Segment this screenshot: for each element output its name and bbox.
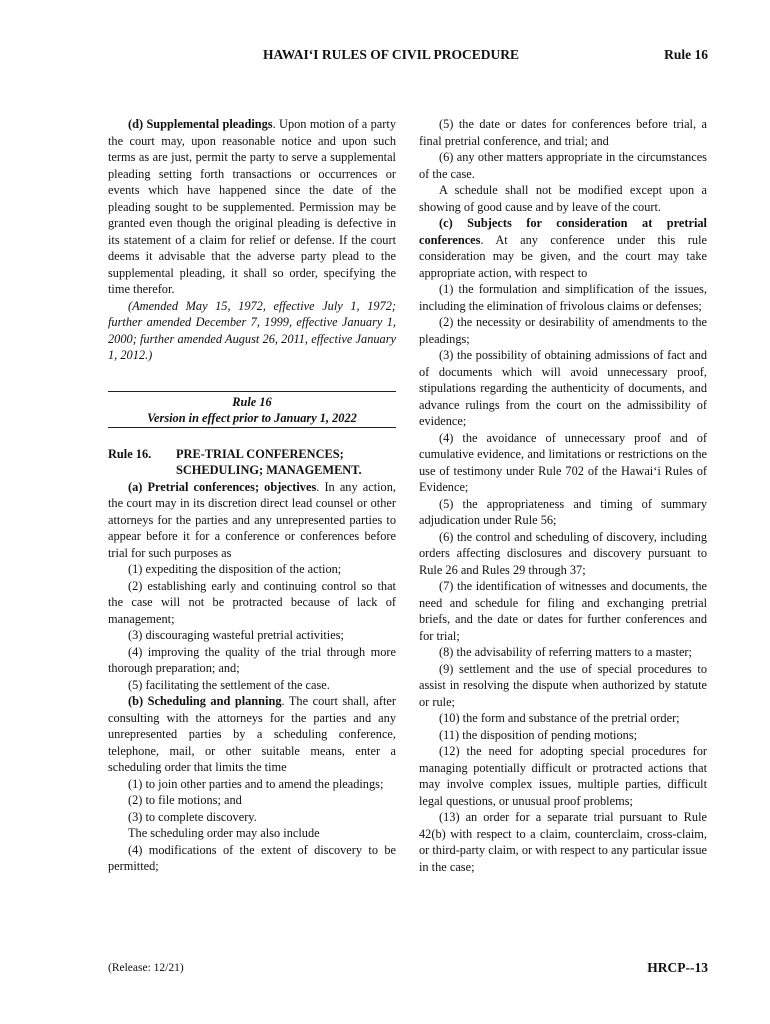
subsection-d	[108, 116, 396, 298]
list-item: (1) the formulation and simplification of the issues, including the elimination of frivolous claims or defenses;	[419, 282, 707, 313]
version-box-title: Rule 16	[232, 394, 272, 409]
list-item: (3) discouraging wasteful pretrial activities;	[128, 628, 344, 642]
subsection-d-heading: (d) Supplemental pleadings	[128, 117, 273, 131]
list-item: (4) modifications of the extent of discovery to be permitted;	[108, 842, 396, 873]
subsection-c	[419, 215, 707, 281]
page-number: HRCP--13	[647, 960, 708, 975]
amendment-history: (Amended May 15, 1972, effective July 1, 1972; further amended December 7, 1999, effective January 1, 2000; further amended August 26, 2011, effective January 1, 2012.)	[108, 298, 396, 362]
release-note: (Release: 12/21)	[108, 962, 184, 974]
list-item: (13) an order for a separate trial pursuant to Rule 42(b) with respect to a claim, counterclaim, cross-claim, or third-party claim, or with respect to any particular issue in the case;	[419, 810, 707, 874]
list-item: (1) to join other parties and to amend the pleadings;	[128, 776, 384, 791]
list-item: (4) the avoidance of unnecessary proof and of cumulative evidence, and limitations or restrictions on the use of testimony under Rule 702 of the Hawai‘i Rules of Evidence;	[419, 430, 707, 494]
paragraph: A schedule shall not be modified except upon a showing of good cause and by leave of the court.	[419, 183, 707, 214]
rule-heading-number: Rule 16.	[108, 446, 152, 461]
list-item: (10) the form and substance of the pretrial order;	[439, 711, 680, 725]
rule-heading-title-2: SCHEDULING; MANAGEMENT.	[176, 463, 362, 477]
list-item: (5) the appropriateness and timing of summary adjudication under Rule 56;	[419, 496, 707, 527]
left-column	[108, 116, 396, 875]
list-item: (9) settlement and the use of special procedures to assist in resolving the dispute when authorized by statute or rule;	[419, 661, 707, 709]
running-rule-number: Rule 16	[664, 47, 708, 62]
list-item: (7) the identification of witnesses and documents, the need and schedule for filing and exchanging pretrial briefs, and the date or dates for further conferences and for trial;	[419, 579, 707, 643]
list-item: (5) facilitating the settlement of the case.	[128, 677, 330, 692]
list-item: (2) establishing early and continuing control so that the case will not be protracted because of lack of management;	[108, 578, 396, 626]
list-item: (2) to file motions; and	[128, 793, 242, 807]
running-title: HAWAI‘I RULES OF CIVIL PROCEDURE	[263, 47, 520, 62]
list-item: (1) expediting the disposition of the action;	[128, 562, 342, 576]
list-item: (2) the necessity or desirability of amendments to the pleadings;	[419, 315, 707, 346]
subsection-b-text: . The court shall, after consulting with the attorneys for the parties and any unrepresented parties by a scheduling conference, telephone, mail, or other suitable means, enter a scheduling order that limits the time	[108, 694, 396, 774]
subsection-a-heading: (a) Pretrial conferences; objectives	[128, 479, 317, 494]
subsection-b	[108, 693, 396, 776]
subsection-a-text: . In any action, the court may in its discretion direct lead counsel or other attorneys for the parties and any unrepresented parties to appear before it for a conference or conferences before trial for such purposes as	[108, 479, 396, 560]
list-item: (5) the date or dates for conferences before trial, a final pretrial conference, and trial; and	[419, 117, 707, 148]
subsection-c-heading: (c) Subjects for consideration at pretrial conferences	[419, 216, 707, 247]
list-item: (6) any other matters appropriate in the circumstances of the case.	[419, 150, 707, 181]
subsection-d-text: . Upon motion of a party the court may, upon reasonable notice and upon such terms as are just, permit the party to serve a supplemental pleading setting forth transactions or occurrences or events which have happened since the date of the pleading sought to be supplemented. Permission may be granted even though the original pleading is defective in its statement of a claim for relief or defense. If the court deems it advisable that the adverse party plead to the supplemental pleading, it shall so order, specifying the time therefor.	[108, 117, 397, 296]
rule-heading	[108, 446, 396, 479]
subsection-a	[108, 479, 396, 562]
paragraph: The scheduling order may also include	[128, 826, 320, 840]
subsection-b-heading: (b) Scheduling and planning	[128, 694, 282, 708]
page-header	[108, 47, 708, 67]
list-item: (3) the possibility of obtaining admissions of fact and of documents which will avoid unnecessary proof, stipulations regarding the authenticity of documents, and advance rulings from the court on the admissibility of evidence;	[419, 348, 707, 428]
list-item: (8) the advisability of referring matters to a master;	[439, 645, 692, 659]
list-item: (6) the control and scheduling of discovery, including orders affecting disclosures and discovery pursuant to Rule 26 and Rules 29 through 37;	[419, 529, 707, 577]
list-item: (3) to complete discovery.	[128, 809, 257, 824]
list-item: (4) improving the quality of the trial through more thorough preparation; and;	[108, 644, 396, 675]
right-column	[419, 116, 707, 875]
list-item: (11) the disposition of pending motions;	[439, 727, 638, 742]
subsection-c-text: . At any conference under this rule consideration may be given, and the court may take appropriate action, with respect to	[419, 232, 707, 280]
rule-heading-title-1: PRE-TRIAL CONFERENCES;	[176, 446, 344, 461]
version-box-subtitle: Version in effect prior to January 1, 2022	[108, 410, 396, 428]
list-item: (12) the need for adopting special procedures for managing potentially difficult or protracted actions that may involve complex issues, multiple parties, difficult legal questions, or unusual proof problems;	[419, 744, 707, 808]
